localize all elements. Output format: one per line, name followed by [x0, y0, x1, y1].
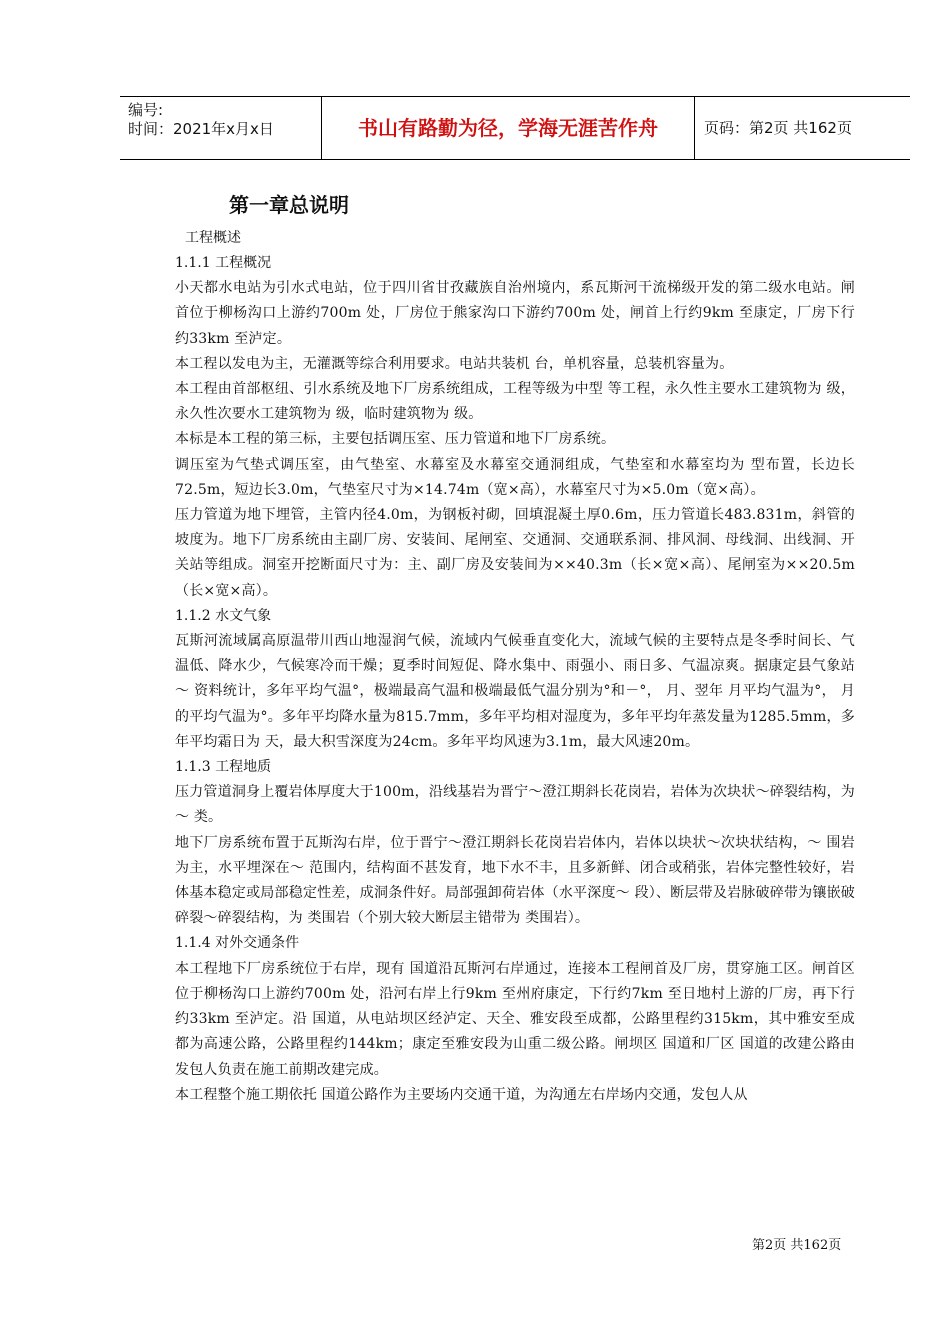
paragraph: 调压室为气垫式调压室，由气垫室、水幕室及水幕室交通洞组成，气垫室和水幕室均为 型布置，长边长72.5m，短边长3.0m，气垫室尺寸为×14.74m（宽×高），水幕室尺寸为×5.0m（宽×高）。 — [175, 456, 855, 498]
number-label: 编号: — [128, 101, 164, 119]
paragraph: 瓦斯河流域属高原温带川西山地湿润气候，流域内气候垂直变化大，流域气候的主要特点是冬季时间长、气温低、降水少，气候寒冷而干燥；夏季时间短促、降水集中、雨强小、雨日多、气温凉爽。据康定县气象站～ 资料统计，多年平均气温°，极端最高气温和极端最低气温分别为°和－°， 月、翌年 月平均气温为°， 月的平均气温为°。多年平均降水量为815.7mm，多年平均相对湿度为，多年平均年蒸发量为1285.5mm，多年平均霜日为 天，最大积雪深度为24cm。多年平均风速为3.1m，最大风速20m。 — [175, 633, 855, 750]
header-divider — [694, 97, 695, 159]
header-motto: 书山有路勤为径，学海无涯苦作舟 — [358, 116, 658, 140]
header-page-label: 页码：第2页 共162页 — [704, 119, 852, 137]
paragraph: 地下厂房系统布置于瓦斯沟右岸，位于晋宁～澄江期斜长花岗岩岩体内，岩体以块状～次块状结构，～ 围岩为主，水平埋深在～ 范围内，结构面不甚发育，地下水不丰，且多新鲜、闭合或稍张，岩体完整性较好，岩体基本稳定或局部稳定性差，成洞条件好。局部强卸荷岩体（水平深度～ 段）、断层带及岩脉破碎带为镶嵌破碎裂～碎裂结构，为 类围岩（个别大较大断层主错带为 类围岩）。 — [175, 834, 855, 927]
paragraph: 本工程由首部枢纽、引水系统及地下厂房系统组成，工程等级为中型 等工程，永久性主要水工建筑物为 级，永久性次要水工建筑物为 级，临时建筑物为 级。 — [175, 381, 855, 423]
paragraph: 本标是本工程的第三标，主要包括调压室、压力管道和地下厂房系统。 — [175, 431, 616, 448]
paragraph: 本工程以发电为主，无灌溉等综合利用要求。电站共装机 台，单机容量，总装机容量为。 — [175, 355, 734, 372]
chapter-title: 第一章总说明 — [229, 193, 349, 217]
section-heading: 1.1.2 水文气象 — [175, 607, 272, 624]
overview-heading: 工程概述 — [185, 230, 241, 246]
section-heading: 1.1.1 工程概况 — [175, 255, 272, 271]
header-meta — [128, 101, 318, 139]
section-heading: 1.1.4 对外交通条件 — [175, 935, 300, 952]
paragraph: 本工程地下厂房系统位于右岸，现有 国道沿瓦斯河右岸通过，连接本工程闸首及厂房，贯穿施工区。闸首区位于柳杨沟口上游约700m 处，沿河右岸上行9km 至州府康定，下行约7km 至日地村上游的厂房，再下行约33km 至泸定。沿 国道，从电站坝区经泸定、天全、雅安段至成都，公路里程约315km，其中雅安至成都为高速公路，公路里程约144km；康定至雅安段为山重二级公路。闸坝区 国道和厂区 国道的改建公路由发包人负责在施工前期改建完成。 — [175, 960, 855, 1078]
paragraph: 压力管道洞身上覆岩体厚度大于100m，沿线基岩为晋宁～澄江期斜长花岗岩，岩体为次块状～碎裂结构，为～ 类。 — [175, 784, 855, 826]
time-label: 时间：2021年x月x日 — [128, 120, 274, 138]
document-body — [175, 186, 855, 1108]
paragraph: 本工程整个施工期依托 国道公路作为主要场内交通干道，为沟通左右岸场内交通，发包人从 — [175, 1086, 748, 1103]
section-heading: 1.1.3 工程地质 — [175, 759, 272, 776]
page-footer: 第2页 共162页 — [752, 1238, 842, 1253]
paragraph: 小天都水电站为引水式电站，位于四川省甘孜藏族自治州境内，系瓦斯河干流梯级开发的第二级水电站。闸首位于柳杨沟口上游约700m 处，厂房位于熊家沟口下游约700m 处，闸首上行约9km 至康定，厂房下行约33km 至泸定。 — [175, 280, 855, 347]
paragraph: 压力管道为地下埋管，主管内径4.0m，为钢板衬砌，回填混凝土厚0.6m，压力管道长483.831m，斜管的坡度为。地下厂房系统由主副厂房、安装间、尾闸室、交通洞、交通联系洞、排风洞、母线洞、出线洞、开关站等组成。洞室开挖断面尺寸为：主、副厂房及安装间为××40.3m（长×宽×高）、尾闸室为××20.5m（长×宽×高）。 — [175, 507, 855, 599]
page-header — [120, 96, 910, 160]
